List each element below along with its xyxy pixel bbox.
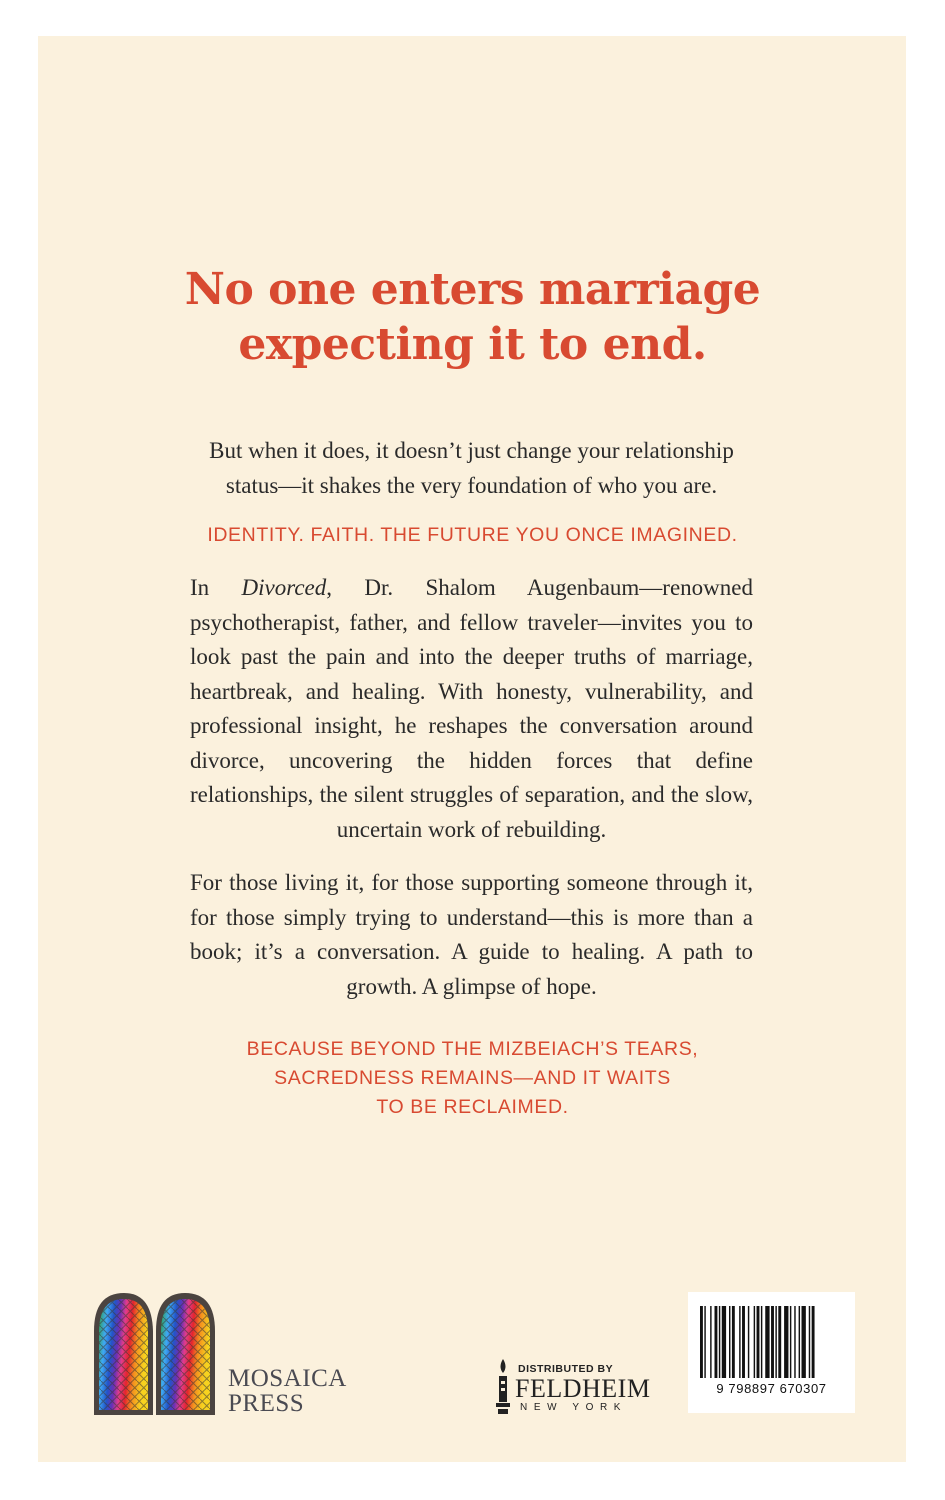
stained-glass-tablets-icon <box>92 1291 217 1415</box>
barcode-bar <box>704 1306 705 1378</box>
headline-line-2: expecting it to end. <box>238 319 707 370</box>
intro-line-1: But when it does, it doesn’t just change your relationship <box>209 438 734 463</box>
closing-line-2: SACREDNESS REMAINS—AND IT WAITS <box>274 1067 671 1089</box>
barcode-bar <box>765 1306 769 1378</box>
barcode-bar <box>719 1306 720 1378</box>
barcode-bar <box>784 1306 788 1378</box>
barcode-bar <box>700 1306 703 1378</box>
barcode-bar <box>722 1306 726 1378</box>
intro-paragraph <box>190 434 753 503</box>
distributor-name: FELDHEIM <box>515 1374 651 1403</box>
barcode-bar <box>715 1306 718 1378</box>
callout-closing <box>140 1035 805 1122</box>
barcode-bar <box>729 1306 730 1378</box>
callout-identity: IDENTITY. FAITH. THE FUTURE YOU ONCE IMAGINED. <box>207 524 738 546</box>
barcode-bar <box>754 1306 755 1378</box>
publisher-name <box>228 1366 347 1416</box>
barcode-bar <box>761 1306 762 1378</box>
barcode-bar <box>778 1306 781 1378</box>
candle-icon <box>494 1359 512 1415</box>
publisher-line-1: MOSAICA <box>228 1365 347 1392</box>
intro-line-2: status—it shakes the very foundation of who you are. <box>225 472 718 498</box>
isbn-number: 9 798897 670307 <box>716 1381 827 1396</box>
barcode-bar <box>812 1306 815 1378</box>
description-body: , Dr. Shalom Augenbaum—renowned psychotherapist, father, and fellow traveler—invites you to look past the pain and into the deeper truths of marriage, heartbreak, and healing. With honesty, vulnerability, and professional insight, he reshapes the conversation around divorce, uncovering the hidden forces that define relationships, the silent struggles of separation, and the slow, uncertain work of rebuilding. <box>190 575 753 842</box>
barcode <box>688 1292 855 1413</box>
closing-line-1: BECAUSE BEYOND THE MIZBEIACH’S TEARS, <box>246 1038 699 1060</box>
distributed-by-label: DISTRIBUTED BY <box>518 1363 614 1375</box>
barcode-bar <box>802 1306 806 1378</box>
barcode-bar <box>748 1306 749 1378</box>
barcode-bars <box>700 1306 843 1378</box>
distributor-logo <box>494 1357 654 1417</box>
description-paragraph <box>190 571 753 847</box>
headline <box>0 262 945 372</box>
barcode-bar <box>739 1306 740 1378</box>
barcode-bar <box>775 1306 776 1378</box>
publisher-line-2: PRESS <box>228 1390 305 1417</box>
barcode-bar <box>794 1306 795 1378</box>
barcode-bar <box>742 1306 745 1378</box>
barcode-bar <box>799 1306 800 1378</box>
audience-paragraph: For those living it, for those supporting someone through it, for those simply trying to understand—this is more than a book; it’s a conversation. A guide to healing. A path to growth. A glimpse of hope. <box>190 870 753 999</box>
barcode-bar <box>732 1306 735 1378</box>
closing-line-3: TO BE RECLAIMED. <box>376 1096 569 1118</box>
barcode-bar <box>809 1306 810 1378</box>
barcode-bar <box>771 1306 774 1378</box>
headline-line-1: No one enters marriage <box>184 264 761 315</box>
book-title: Divorced <box>241 575 327 600</box>
barcode-bar <box>757 1306 760 1378</box>
barcode-bar <box>710 1306 711 1378</box>
barcode-bar <box>790 1306 791 1378</box>
description-lead: In <box>190 575 242 600</box>
distributor-city: NEW YORK <box>520 1402 628 1413</box>
